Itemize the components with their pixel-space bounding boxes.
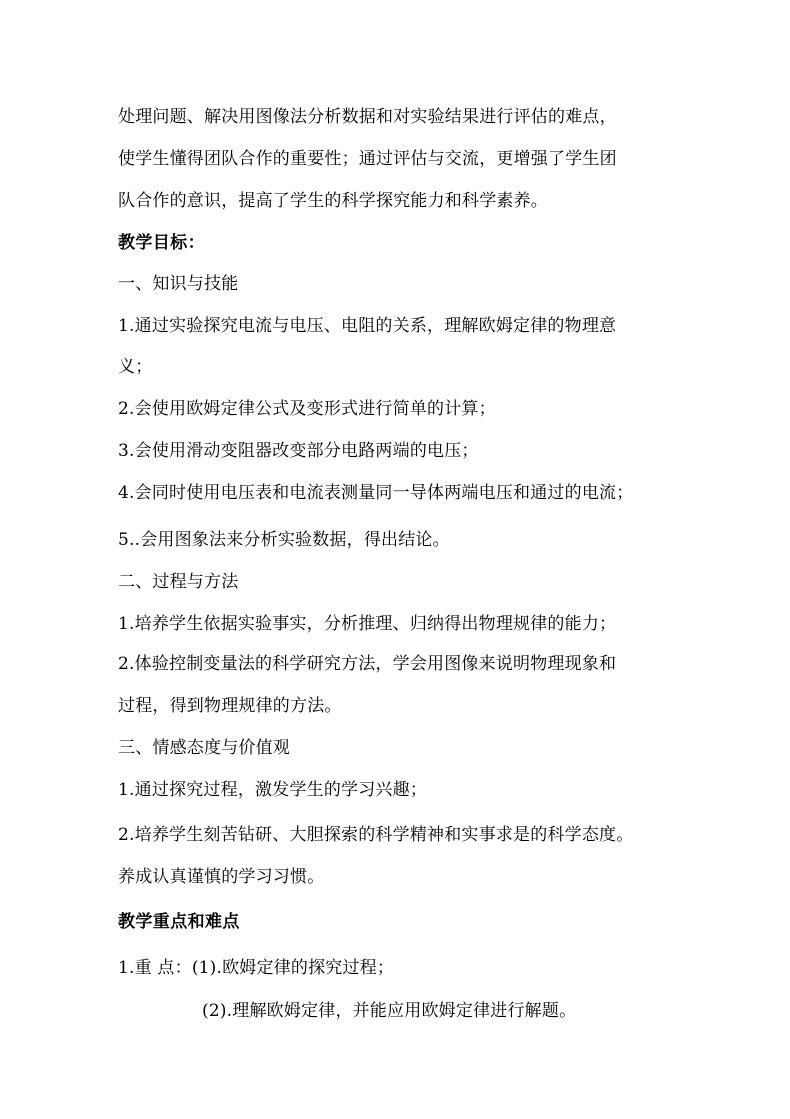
section2-item-2: 2.体验控制变量法的科学研究方法，学会用图像来说明物理现象和	[118, 654, 617, 674]
intro-line-3: 队合作的意识，提高了学生的科学探究能力和科学素养。	[118, 191, 548, 211]
section1-item-1-cont: 义；	[118, 357, 153, 377]
section1-item-5: 5..会用图象法来分析实验数据，得出结论。	[118, 530, 450, 550]
section1-item-4: 4.会同时使用电压表和电流表测量同一导体两端电压和通过的电流；	[118, 483, 634, 503]
section1-title: 一、知识与技能	[118, 274, 239, 294]
intro-line-1: 处理问题、解决用图像法分析数据和对实验结果进行评估的难点，	[118, 107, 617, 127]
heading-objectives: 教学目标：	[118, 233, 205, 253]
intro-line-2: 使学生懂得团队合作的重要性；通过评估与交流，更增强了学生团	[118, 149, 617, 169]
key-points-line-2: (2).理解欧姆定律，并能应用欧姆定律进行解题。	[202, 1001, 577, 1021]
section1-item-2: 2.会使用欧姆定律公式及变形式进行简单的计算；	[118, 399, 496, 419]
section1-item-3: 3.会使用滑动变阻器改变部分电路两端的电压；	[118, 441, 479, 461]
key-points-line-1: 1.重 点：(1).欧姆定律的探究过程；	[118, 958, 395, 978]
section2-item-2-cont: 过程，得到物理规律的方法。	[118, 696, 342, 716]
heading-key-points: 教学重点和难点	[118, 912, 240, 932]
section3-item-1: 1.通过探究过程，激发学生的学习兴趣；	[118, 780, 428, 800]
section3-title: 三、情感态度与价值观	[118, 738, 290, 758]
section2-item-1: 1.培养学生依据实验事实，分析推理、归纳得出物理规律的能力；	[118, 614, 617, 634]
section2-title: 二、过程与方法	[118, 572, 239, 592]
section3-item-2: 2.培养学生刻苦钻研、大胆探索的科学精神和实事求是的科学态度。	[118, 825, 634, 845]
section3-item-2-cont: 养成认真谨慎的学习习惯。	[118, 867, 325, 887]
section1-item-1: 1.通过实验探究电流与电压、电阻的关系，理解欧姆定律的物理意	[118, 316, 617, 336]
